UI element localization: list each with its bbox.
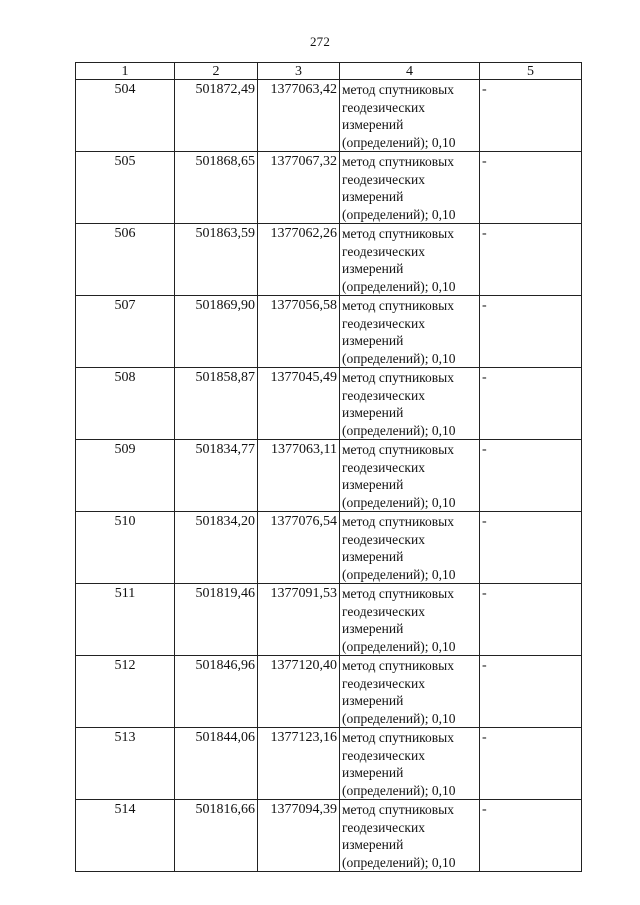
page-number: 272 <box>309 34 331 49</box>
y-coordinate-cell: 1377123,16 <box>258 728 340 800</box>
table-row <box>76 440 582 512</box>
point-number-cell: 511 <box>76 584 175 656</box>
column-header-2: 2 <box>175 63 258 80</box>
x-coordinate-cell: 501834,20 <box>175 512 258 584</box>
column-header-1: 1 <box>76 63 175 80</box>
table-row <box>76 728 582 800</box>
method-line: измерений <box>342 189 404 204</box>
method-line: (определений); 0,10 <box>342 134 456 150</box>
note-cell: - <box>480 800 582 872</box>
method-cell <box>340 800 480 872</box>
y-coordinate-cell: 1377120,40 <box>258 656 340 728</box>
method-cell <box>340 728 480 800</box>
point-number-cell: 506 <box>76 224 175 296</box>
method-line: (определений); 0,10 <box>342 638 456 654</box>
method-cell <box>340 224 480 296</box>
note-cell: - <box>480 728 582 800</box>
method-line: метод спутниковых <box>342 442 454 457</box>
method-line: (определений); 0,10 <box>342 278 456 294</box>
point-number-cell: 513 <box>76 728 175 800</box>
method-line: метод спутниковых <box>342 298 454 313</box>
note-cell: - <box>480 440 582 512</box>
point-number-cell: 509 <box>76 440 175 512</box>
method-line: геодезических <box>342 819 425 835</box>
method-line: геодезических <box>342 99 425 115</box>
x-coordinate-cell: 501844,06 <box>175 728 258 800</box>
method-line: метод спутниковых <box>342 370 454 385</box>
method-line: измерений <box>342 549 404 564</box>
table-row <box>76 80 582 152</box>
x-coordinate-cell: 501868,65 <box>175 152 258 224</box>
note-cell: - <box>480 80 582 152</box>
column-header-3: 3 <box>258 63 340 80</box>
method-line: геодезических <box>342 531 425 547</box>
note-cell: - <box>480 368 582 440</box>
method-line: геодезических <box>342 603 425 619</box>
y-coordinate-cell: 1377091,53 <box>258 584 340 656</box>
point-number-cell: 504 <box>76 80 175 152</box>
x-coordinate-cell: 501846,96 <box>175 656 258 728</box>
point-number-cell: 507 <box>76 296 175 368</box>
y-coordinate-cell: 1377067,32 <box>258 152 340 224</box>
method-line: геодезических <box>342 171 425 187</box>
method-line: измерений <box>342 621 404 636</box>
x-coordinate-cell: 501863,59 <box>175 224 258 296</box>
table-body <box>76 80 582 872</box>
method-line: измерений <box>342 333 404 348</box>
method-line: метод спутниковых <box>342 658 454 673</box>
method-line: (определений); 0,10 <box>342 350 456 366</box>
method-line: геодезических <box>342 243 425 259</box>
method-line: (определений); 0,10 <box>342 494 456 510</box>
method-line: геодезических <box>342 747 425 763</box>
method-line: измерений <box>342 261 404 276</box>
method-line: (определений); 0,10 <box>342 710 456 726</box>
table-row <box>76 224 582 296</box>
y-coordinate-cell: 1377056,58 <box>258 296 340 368</box>
y-coordinate-cell: 1377063,42 <box>258 80 340 152</box>
method-line: метод спутниковых <box>342 514 454 529</box>
point-number-cell: 505 <box>76 152 175 224</box>
method-line: метод спутниковых <box>342 802 454 817</box>
x-coordinate-cell: 501816,66 <box>175 800 258 872</box>
note-cell: - <box>480 152 582 224</box>
method-cell <box>340 80 480 152</box>
method-line: метод спутниковых <box>342 226 454 241</box>
note-cell: - <box>480 512 582 584</box>
method-line: измерений <box>342 765 404 780</box>
x-coordinate-cell: 501834,77 <box>175 440 258 512</box>
method-line: геодезических <box>342 315 425 331</box>
method-line: геодезических <box>342 459 425 475</box>
method-line: метод спутниковых <box>342 586 454 601</box>
method-line: геодезических <box>342 675 425 691</box>
method-line: (определений); 0,10 <box>342 854 456 870</box>
y-coordinate-cell: 1377062,26 <box>258 224 340 296</box>
coordinates-table <box>75 62 582 872</box>
method-line: (определений); 0,10 <box>342 566 456 582</box>
method-cell <box>340 152 480 224</box>
method-line: (определений); 0,10 <box>342 782 456 798</box>
point-number-cell: 512 <box>76 656 175 728</box>
method-cell <box>340 656 480 728</box>
table-row <box>76 584 582 656</box>
table-row <box>76 512 582 584</box>
method-line: геодезических <box>342 387 425 403</box>
method-cell <box>340 296 480 368</box>
x-coordinate-cell: 501872,49 <box>175 80 258 152</box>
y-coordinate-cell: 1377045,49 <box>258 368 340 440</box>
method-line: измерений <box>342 405 404 420</box>
column-header-5: 5 <box>480 63 582 80</box>
y-coordinate-cell: 1377076,54 <box>258 512 340 584</box>
method-line: метод спутниковых <box>342 82 454 97</box>
table-row <box>76 656 582 728</box>
method-line: измерений <box>342 117 404 132</box>
method-line: метод спутниковых <box>342 154 454 169</box>
column-header-4: 4 <box>340 63 480 80</box>
table-row <box>76 800 582 872</box>
table-row <box>76 152 582 224</box>
method-line: метод спутниковых <box>342 730 454 745</box>
method-cell <box>340 368 480 440</box>
note-cell: - <box>480 584 582 656</box>
method-line: (определений); 0,10 <box>342 422 456 438</box>
table-row <box>76 296 582 368</box>
method-line: измерений <box>342 837 404 852</box>
x-coordinate-cell: 501869,90 <box>175 296 258 368</box>
method-cell <box>340 512 480 584</box>
note-cell: - <box>480 224 582 296</box>
method-line: измерений <box>342 693 404 708</box>
y-coordinate-cell: 1377094,39 <box>258 800 340 872</box>
table-row <box>76 368 582 440</box>
note-cell: - <box>480 296 582 368</box>
x-coordinate-cell: 501819,46 <box>175 584 258 656</box>
point-number-cell: 510 <box>76 512 175 584</box>
method-line: (определений); 0,10 <box>342 206 456 222</box>
table-header-row <box>76 63 582 80</box>
method-cell <box>340 584 480 656</box>
point-number-cell: 514 <box>76 800 175 872</box>
note-cell: - <box>480 656 582 728</box>
method-cell <box>340 440 480 512</box>
point-number-cell: 508 <box>76 368 175 440</box>
method-line: измерений <box>342 477 404 492</box>
y-coordinate-cell: 1377063,11 <box>258 440 340 512</box>
x-coordinate-cell: 501858,87 <box>175 368 258 440</box>
